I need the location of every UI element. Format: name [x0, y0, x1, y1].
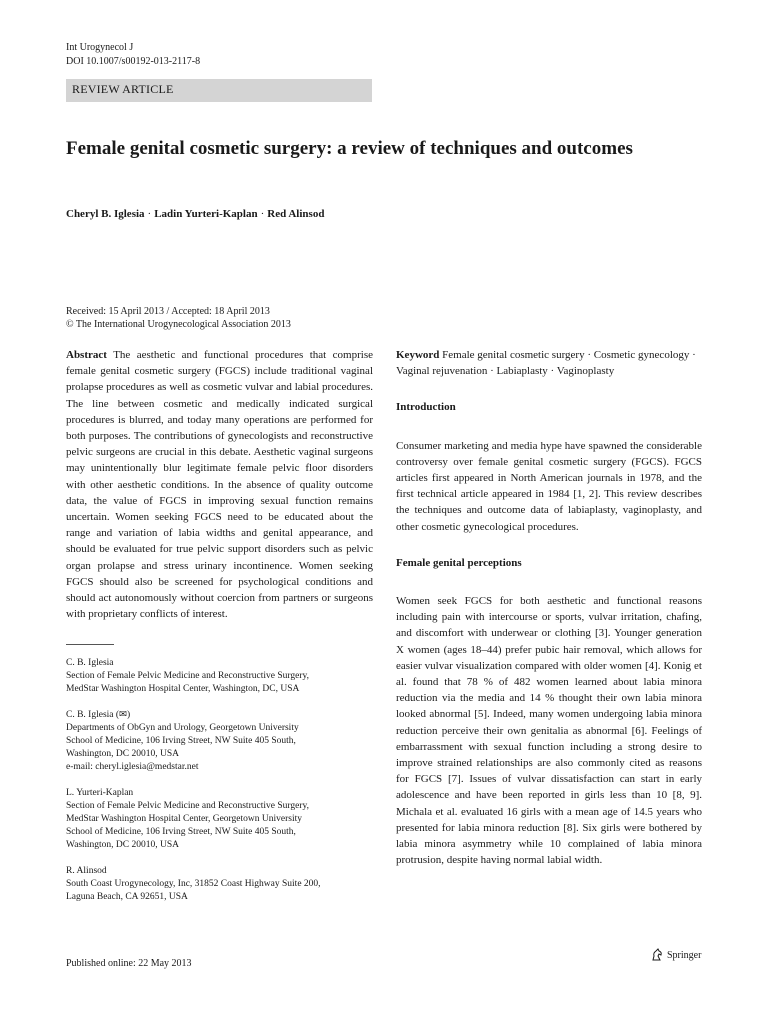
- received-accepted-dates: Received: 15 April 2013 / Accepted: 18 April 2013: [66, 306, 270, 317]
- author-name[interactable]: Red Alinsod: [267, 208, 325, 220]
- affiliation-name: R. Alinsod: [66, 866, 107, 877]
- affiliation-line: South Coast Urogynecology, Inc, 31852 Coast Highway Suite 200,: [66, 879, 321, 890]
- doi: DOI 10.1007/s00192-013-2117-8: [66, 56, 201, 67]
- author-name[interactable]: Cheryl B. Iglesia: [66, 208, 145, 220]
- affiliation-line: School of Medicine, 106 Irving Street, NW Suite 405 South,: [66, 736, 296, 747]
- author-separator: ·: [260, 208, 265, 220]
- perceptions-text: Women seek FGCS for both aesthetic and functional reasons including pain with intercourse or sports, vulvar irritation, chafing, and discomfort with underwear or clothing [3]. Younger generation X women (ages 18–44) prefer pubic hair removal, which allows for easier vulvar visualization compared with older women [4]. Konig et al. found that 78 % of 482 women learned about labia minora reduction via the media and 14 % thought their own labia minora looked abnormal [5]. Indeed, many women undergoing labia minora reduction perceive their own genitalia as abnormal [6]. Feelings of embarrassment with sexual function including a strong desire to improve strained relationships are also commonly cited as reasons for FGCS [7]. Issues of vulvar dissatisfaction can start in early adolescence and have been reported in girls less than 10 [8, 9]. Michala et al. evaluated 16 girls with a mean age of 14.5 years who presented for labia minora reduction [8]. Six girls were bothered by labia minora asymmetry while 10 complained of labia minora protrusion, despite having normal labial width.: [396, 595, 702, 867]
- footnote-divider: [66, 644, 114, 645]
- abstract: [66, 347, 373, 622]
- abstract-label: Abstract: [66, 349, 107, 361]
- article-type-banner: REVIEW ARTICLE: [66, 79, 372, 102]
- affiliation-line: Section of Female Pelvic Medicine and Reconstructive Surgery,: [66, 671, 309, 682]
- journal-name: Int Urogynecol J: [66, 42, 134, 53]
- affiliation-name: C. B. Iglesia (✉): [66, 710, 131, 721]
- article-dates: [66, 305, 291, 331]
- affiliation-line: Laguna Beach, CA 92651, USA: [66, 892, 188, 903]
- affiliation: [66, 865, 373, 904]
- published-date: Published online: 22 May 2013: [66, 958, 192, 969]
- affiliation-line: Departments of ObGyn and Urology, Georgetown University: [66, 723, 299, 734]
- keywords-text: Female genital cosmetic surgery · Cosmetic gynecology · Vaginal rejuvenation · Labiaplasty · Vaginoplasty: [396, 349, 696, 378]
- affiliation-line: MedStar Washington Hospital Center, Georgetown University: [66, 814, 302, 825]
- affiliation-line: Section of Female Pelvic Medicine and Reconstructive Surgery,: [66, 801, 309, 812]
- author-name[interactable]: Ladin Yurteri-Kaplan: [154, 208, 258, 220]
- section-heading-introduction: Introduction: [396, 401, 456, 414]
- author-separator: ·: [147, 208, 152, 220]
- affiliation-line: Washington, DC 20010, USA: [66, 840, 179, 851]
- left-column: [66, 347, 373, 917]
- affiliation: [66, 787, 373, 852]
- introduction-text: Consumer marketing and media hype have spawned the considerable controversy over female genital cosmetic surgery (FGCS). FGCS articles first appeared in North American journals in 1978, and the first technical article appeared in 1984 [1, 2]. This review describes the techniques and outcome data of labiaplasty, vaginoplasty, and other cosmetic gynecological procedures.: [396, 439, 702, 533]
- right-column: [396, 347, 702, 868]
- email-link[interactable]: e-mail: cheryl.iglesia@medstar.net: [66, 762, 199, 773]
- keywords-label: Keyword: [396, 349, 440, 361]
- affiliation-line: MedStar Washington Hospital Center, Washington, DC, USA: [66, 684, 300, 695]
- abstract-text: The aesthetic and functional procedures that comprise female genital cosmetic surgery (FGCS) include traditional vaginal prolapse procedures as well as cosmetic vulvar and labial procedures. The line between cosmetic and medically indicated surgical procedures is blurred, and today many operations are performed for both purposes. The contributions of gynecologists and reconstructive pelvic surgeons are crucial in this debate. Aesthetic vaginal surgeons may unintentionally blur legitimate female pelvic floor disorders with other aesthetic conditions. In the absence of quality outcome data, the value of FGCS in improving sexual function remains uncertain. Women seeking FGCS need to be educated about the range and variation of labia widths and genital appearance, and should be evaluated for true pelvic support disorders such as pelvic organ prolapse and stress urinary incontinence. Women seeking FGCS should also be screened for psychological conditions and should act autonomously without coercion from partners or surgeons with proprietary conflicts of interest.: [66, 349, 373, 621]
- keywords: [396, 347, 702, 379]
- copyright-notice: © The International Urogynecological Association 2013: [66, 319, 291, 330]
- publisher-logo: [650, 948, 701, 962]
- section-heading-perceptions: Female genital perceptions: [396, 556, 522, 569]
- affiliation-line: Washington, DC 20010, USA: [66, 749, 179, 760]
- affiliation: [66, 657, 373, 696]
- author-list: [66, 208, 324, 220]
- affiliation-name: C. B. Iglesia: [66, 658, 114, 669]
- publisher-name: Springer: [667, 949, 702, 961]
- affiliation: [66, 709, 373, 774]
- article-title: Female genital cosmetic surgery: a review of techniques and outcomes: [66, 138, 633, 159]
- affiliation-line: School of Medicine, 106 Irving Street, NW Suite 405 South,: [66, 827, 296, 838]
- springer-horse-icon: [650, 948, 664, 962]
- affiliation-name: L. Yurteri-Kaplan: [66, 788, 134, 799]
